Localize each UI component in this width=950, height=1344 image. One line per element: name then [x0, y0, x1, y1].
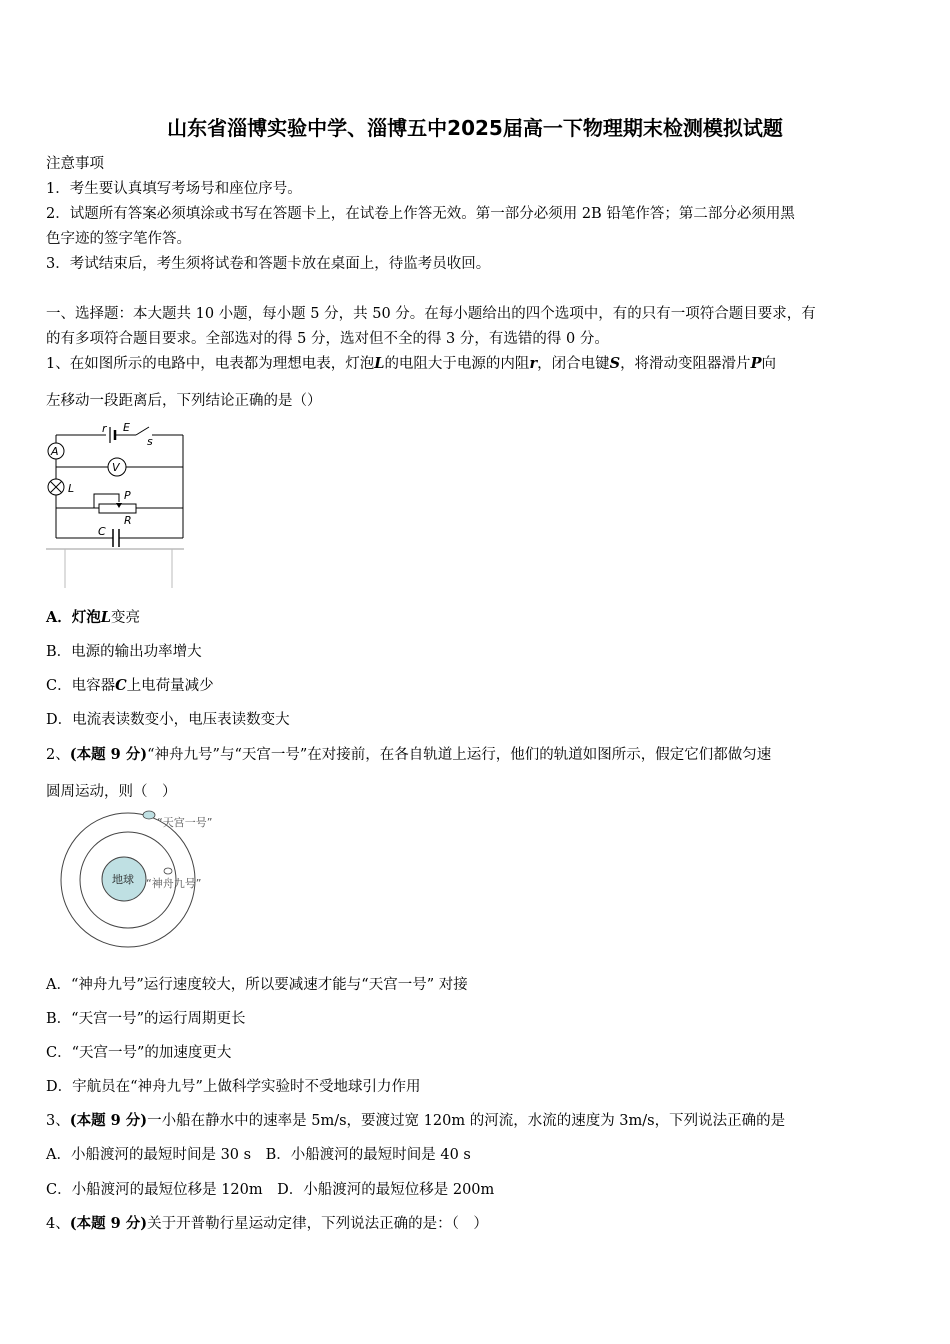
question-3-stem: 3、(本题 9 分)一小船在静水中的速率是 5m/s，要渡过宽 120m 的河流，水流的速度为 3m/s，下列说法正确的是: [46, 1112, 786, 1129]
label-s: s: [147, 435, 153, 448]
question-2-option-c: C．“天宫一号”的加速度更大: [46, 1045, 232, 1061]
circuit-diagram: [44, 420, 190, 588]
shenzhou-icon: [164, 868, 172, 874]
question-1-option-d: D．电流表读数变小，电压表读数变大: [46, 712, 290, 728]
voltmeter-icon: V: [112, 461, 120, 474]
earth-label: 地球: [112, 873, 134, 886]
question-2-option-d: D．宇航员在“神舟九号”上做科学实验时不受地球引力作用: [46, 1079, 421, 1095]
question-2-option-a: A．“神舟九号”运行速度较大，所以要减速才能与“天宫一号” 对接: [46, 977, 468, 993]
notice-item-3: 3．考试结束后，考生须将试卷和答题卡放在桌面上，待监考员收回。: [46, 256, 491, 272]
orbit-diagram: [60, 806, 230, 952]
question-4-stem: 4、(本题 9 分)关于开普勒行星运动定律，下列说法正确的是：（ ）: [46, 1215, 488, 1232]
section-1-intro-line-2: 的有多项符合题目要求。全部选对的得 5 分，选对但不全的得 3 分，有选错的得 0 分。: [46, 331, 609, 347]
question-1-option-a: A．灯泡L变亮: [46, 609, 140, 626]
ammeter-icon: A: [51, 445, 59, 458]
tiangong-label: “天宫一号”: [157, 816, 213, 829]
question-2-stem-line-2: 圆周运动，则（ ）: [46, 784, 177, 800]
question-3-options-ab: A．小船渡河的最短时间是 30 s B．小船渡河的最短时间是 40 s: [46, 1147, 471, 1163]
tiangong-icon: [143, 811, 155, 819]
section-1-intro-line-1: 一、选择题：本大题共 10 小题，每小题 5 分，共 50 分。在每小题给出的四个选项中，有的只有一项符合题目要求，有: [46, 306, 816, 322]
question-3-options-cd: C．小船渡河的最短位移是 120m D．小船渡河的最短位移是 200m: [46, 1182, 495, 1198]
notice-item-2-line-2: 色字迹的签字笔作答。: [46, 231, 191, 247]
notice-heading: 注意事项: [46, 156, 104, 172]
question-2-option-b: B．“天宫一号”的运行周期更长: [46, 1011, 246, 1027]
label-R: R: [124, 514, 132, 527]
label-L: L: [68, 482, 75, 495]
shenzhou-label: “神舟九号”: [146, 877, 202, 890]
question-1-option-b: B．电源的输出功率增大: [46, 644, 202, 660]
label-r: r: [102, 422, 107, 435]
question-1-option-c: C．电容器C上电荷量减少: [46, 677, 214, 694]
page-title: 山东省淄博实验中学、淄博五中2025届高一下物理期末检测模拟试题: [167, 116, 783, 140]
notice-item-2-line-1: 2．试题所有答案必须填涂或书写在答题卡上，在试卷上作答无效。第一部分必须用 2B 铅笔作答；第二部分必须用黑: [46, 206, 795, 222]
label-E: E: [123, 421, 130, 434]
label-C: C: [98, 525, 106, 538]
label-P: P: [124, 489, 131, 502]
question-1-stem-line-2: 左移动一段距离后，下列结论正确的是（）: [46, 393, 322, 409]
notice-item-1: 1．考生要认真填写考场号和座位序号。: [46, 181, 302, 197]
question-1-stem-line-1: 1、在如图所示的电路中，电表都为理想电表，灯泡L的电阻大于电源的内阻r，闭合电键S，将滑动变阻器滑片P向: [46, 355, 776, 372]
question-2-stem-line-1: 2、(本题 9 分)“神舟九号”与“天宫一号”在对接前，在各自轨道上运行，他们的轨道如图所示，假定它们都做匀速: [46, 746, 772, 763]
